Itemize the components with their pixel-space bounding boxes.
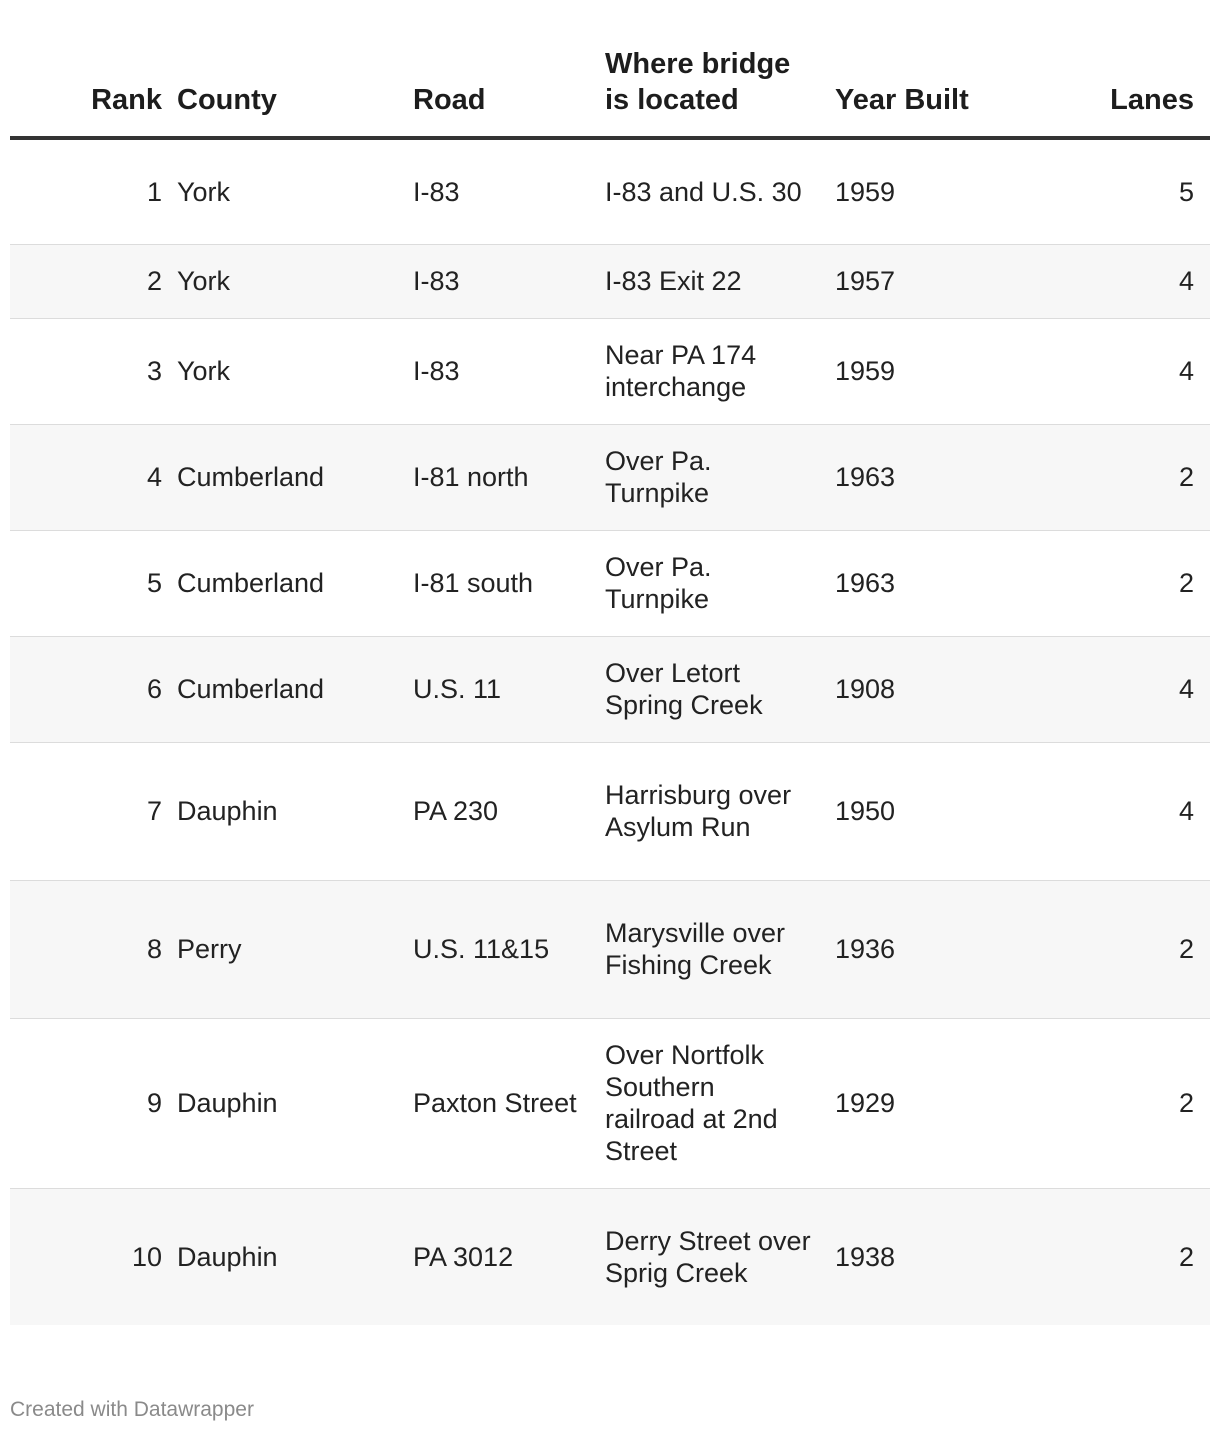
cell-rank: 4 <box>10 424 170 530</box>
cell-year: 1908 <box>828 636 993 742</box>
cell-county: York <box>170 138 406 244</box>
cell-road: PA 230 <box>406 742 598 880</box>
table-row <box>10 880 1210 1018</box>
cell-lanes: 2 <box>993 530 1210 636</box>
table-header <box>10 40 1210 138</box>
cell-road: I-81 north <box>406 424 598 530</box>
table-row <box>10 742 1210 880</box>
cell-county: Dauphin <box>170 1018 406 1188</box>
cell-road: Paxton Street <box>406 1018 598 1188</box>
cell-rank: 2 <box>10 244 170 318</box>
cell-road: I-81 south <box>406 530 598 636</box>
cell-year: 1929 <box>828 1018 993 1188</box>
cell-county: York <box>170 244 406 318</box>
header-road[interactable]: Road <box>406 40 598 138</box>
cell-where: Near PA 174 interchange <box>598 318 828 424</box>
cell-where: Over Pa. Turnpike <box>598 530 828 636</box>
header-lanes[interactable]: Lanes <box>993 40 1210 138</box>
cell-rank: 9 <box>10 1018 170 1188</box>
cell-road: I-83 <box>406 244 598 318</box>
header-year-built[interactable]: Year Built <box>828 40 993 138</box>
cell-county: York <box>170 318 406 424</box>
table-row <box>10 530 1210 636</box>
cell-lanes: 4 <box>993 636 1210 742</box>
cell-lanes: 2 <box>993 880 1210 1018</box>
cell-where: Over Letort Spring Creek <box>598 636 828 742</box>
cell-county: Dauphin <box>170 742 406 880</box>
table-row <box>10 138 1210 244</box>
cell-rank: 5 <box>10 530 170 636</box>
cell-rank: 7 <box>10 742 170 880</box>
cell-rank: 3 <box>10 318 170 424</box>
cell-year: 1963 <box>828 530 993 636</box>
cell-where: Harrisburg over Asylum Run <box>598 742 828 880</box>
cell-county: Perry <box>170 880 406 1018</box>
table-row <box>10 318 1210 424</box>
cell-county: Cumberland <box>170 424 406 530</box>
table-row <box>10 1018 1210 1188</box>
cell-year: 1959 <box>828 138 993 244</box>
cell-county: Cumberland <box>170 636 406 742</box>
bridge-table-container <box>10 40 1210 1325</box>
cell-road: U.S. 11 <box>406 636 598 742</box>
cell-year: 1938 <box>828 1188 993 1325</box>
cell-county: Dauphin <box>170 1188 406 1325</box>
datawrapper-credit[interactable]: Created with Datawrapper <box>10 1398 254 1421</box>
cell-where: I-83 Exit 22 <box>598 244 828 318</box>
cell-rank: 8 <box>10 880 170 1018</box>
cell-road: PA 3012 <box>406 1188 598 1325</box>
cell-where: Derry Street over Sprig Creek <box>598 1188 828 1325</box>
cell-where: Marysville over Fishing Creek <box>598 880 828 1018</box>
bridge-table <box>10 40 1210 1325</box>
cell-lanes: 4 <box>993 742 1210 880</box>
cell-road: U.S. 11&15 <box>406 880 598 1018</box>
cell-road: I-83 <box>406 138 598 244</box>
cell-where: Over Pa. Turnpike <box>598 424 828 530</box>
table-row <box>10 244 1210 318</box>
cell-year: 1950 <box>828 742 993 880</box>
table-row <box>10 1188 1210 1325</box>
cell-road: I-83 <box>406 318 598 424</box>
cell-year: 1936 <box>828 880 993 1018</box>
cell-lanes: 2 <box>993 1188 1210 1325</box>
cell-lanes: 4 <box>993 318 1210 424</box>
table-body <box>10 138 1210 1325</box>
header-where[interactable]: Where bridge is located <box>598 40 828 138</box>
cell-county: Cumberland <box>170 530 406 636</box>
table-row <box>10 424 1210 530</box>
header-county[interactable]: County <box>170 40 406 138</box>
cell-where: I-83 and U.S. 30 <box>598 138 828 244</box>
cell-where: Over Nortfolk Southern railroad at 2nd Street <box>598 1018 828 1188</box>
cell-year: 1957 <box>828 244 993 318</box>
cell-lanes: 5 <box>993 138 1210 244</box>
cell-rank: 6 <box>10 636 170 742</box>
cell-rank: 1 <box>10 138 170 244</box>
header-row <box>10 40 1210 138</box>
header-rank[interactable]: Rank <box>10 40 170 138</box>
cell-year: 1963 <box>828 424 993 530</box>
cell-year: 1959 <box>828 318 993 424</box>
cell-lanes: 2 <box>993 424 1210 530</box>
cell-lanes: 2 <box>993 1018 1210 1188</box>
cell-rank: 10 <box>10 1188 170 1325</box>
table-row <box>10 636 1210 742</box>
cell-lanes: 4 <box>993 244 1210 318</box>
